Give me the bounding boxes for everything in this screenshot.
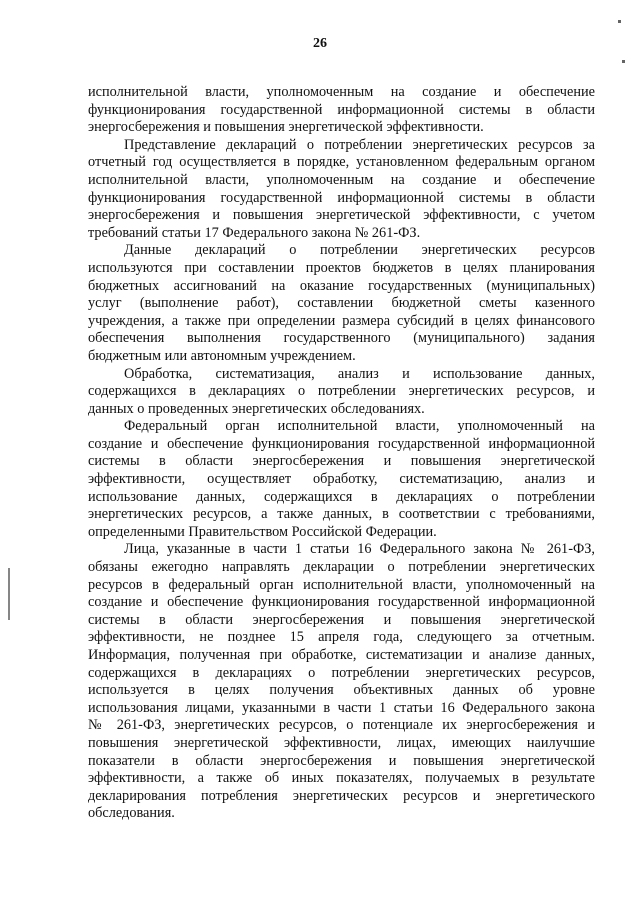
paragraph: [88, 137, 595, 243]
scan-artifact: [8, 568, 10, 620]
text-line: № 261-ФЗ, энергетических ресурсов, о потенциале их энергосбережения и: [88, 717, 595, 734]
text-line: эффективности, осуществляет обработку, систематизацию, анализ и: [88, 471, 595, 488]
text-line: ресурсов в федеральный орган исполнительной власти, уполномоченный на: [88, 576, 595, 593]
text-line: Федеральный орган исполнительной власти, уполномоченный на: [124, 418, 595, 435]
text-line: отчетный год осуществляется в порядке, установленном федеральным органом: [88, 154, 595, 171]
text-line: услуг (выполнение работ), составлении бюджетной сметы казенного: [88, 295, 595, 312]
text-line: обязаны ежегодно направлять декларации о потреблении энергетических: [88, 559, 595, 576]
scan-artifact: [622, 60, 625, 63]
text-line: эффективности, не позднее 15 апреля года, следующего за отчетным.: [88, 629, 595, 646]
paragraph: [88, 84, 595, 137]
text-line: бюджетных ассигнований на оказание государственных (муниципальных): [88, 277, 595, 294]
text-line: энергосбережения и повышения энергетической эффективности.: [88, 119, 484, 136]
text-line: энергетических ресурсов, а также данных, в соответствии с требованиями,: [88, 506, 595, 523]
text-line: системы в области энергосбережения и повышения энергетической: [88, 453, 595, 470]
paragraph: [88, 541, 595, 823]
text-line: Данные деклараций о потреблении энергетических ресурсов: [124, 242, 595, 259]
text-line: повышения энергетической эффективности, лицах, имеющих наилучшие: [88, 734, 595, 751]
text-line: обеспечения выполнения государственного (муниципального) задания: [88, 330, 595, 347]
text-line: функционирования государственной информационной системы в области: [88, 101, 595, 118]
text-line: исполнительной власти, уполномоченным на создание и обеспечение: [88, 171, 595, 188]
text-line: исполнительной власти, уполномоченным на создание и обеспечение: [88, 84, 595, 100]
paragraph: [88, 418, 595, 541]
text-line: Лица, указанные в части 1 статьи 16 Федерального закона № 261-ФЗ,: [124, 541, 595, 558]
text-line: данных о проведенных энергетических обследованиях.: [88, 400, 425, 417]
text-line: учреждения, а также при определении размера субсидий в целях финансового: [88, 312, 595, 329]
text-line: эффективности, а также об иных показателях, получаемых в результате: [88, 770, 595, 787]
text-line: используются при составлении проектов бюджетов в целях планирования: [88, 259, 595, 276]
text-line: энергосбережения и повышения энергетической эффективности, с учетом: [88, 207, 595, 224]
text-line: используется в целях получения объективных данных об уровне: [88, 682, 595, 699]
text-line: обследования.: [88, 805, 175, 822]
text-line: использование данных, содержащихся в декларациях о потреблении: [88, 488, 595, 505]
text-line: функционирования государственной информационной системы в области: [88, 189, 595, 206]
text-line: содержащихся в декларациях о потреблении энергетических ресурсов, и: [88, 383, 595, 400]
text-line: системы в области энергосбережения и повышения энергетической: [88, 611, 595, 628]
text-line: декларирования потребления энергетических ресурсов и энергетического: [88, 787, 595, 804]
text-line: Представление деклараций о потреблении энергетических ресурсов за: [124, 136, 595, 153]
paragraph: [88, 366, 595, 419]
text-line: Обработка, систематизация, анализ и использование данных,: [124, 365, 595, 382]
text-line: определенными Правительством Российской Федерации.: [88, 523, 437, 540]
page-number: 26: [313, 36, 327, 51]
text-line: создание и обеспечение функционирования государственной информационной: [88, 435, 595, 452]
document-body: [88, 84, 595, 823]
paragraph: [88, 242, 595, 365]
text-line: создание и обеспечение функционирования государственной информационной: [88, 594, 595, 611]
text-line: содержащихся в декларациях о потреблении энергетических ресурсов,: [88, 664, 595, 681]
text-line: требований статьи 17 Федерального закона № 261-ФЗ.: [88, 224, 421, 241]
text-line: показатели в области энергосбережения и повышения энергетической: [88, 752, 595, 769]
text-line: использования лицами, указанными в части 1 статьи 16 Федерального закона: [88, 699, 595, 716]
text-line: Информация, полученная при обработке, систематизации и анализе данных,: [88, 647, 595, 663]
scan-artifact: [618, 20, 621, 23]
text-line: бюджетным или автономным учреждением.: [88, 347, 356, 364]
